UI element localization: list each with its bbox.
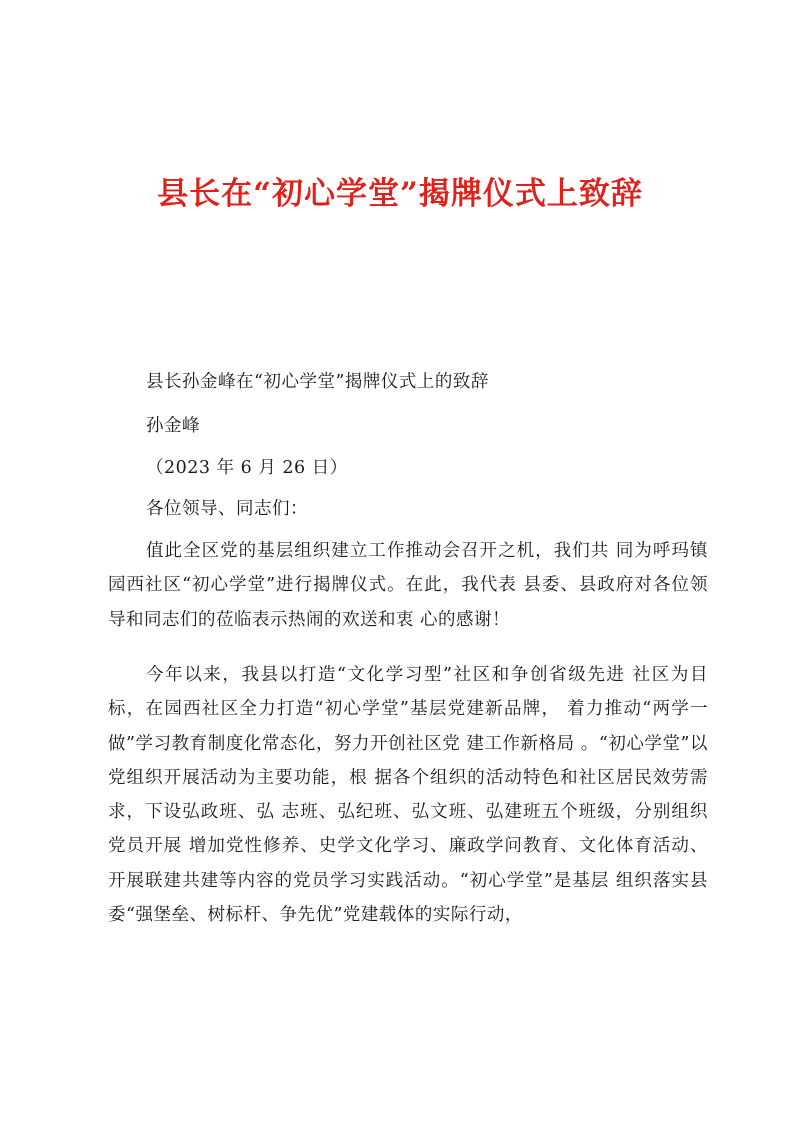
speech-subtitle: 县长孙金峰在“初心学堂”揭牌仪式上的致辞 bbox=[146, 372, 489, 392]
body-paragraph-1: 值此全区党的基层组织建立工作推动会召开之机，我们共 同为呼玛镇园西社区“初心学堂”进行揭牌仪式。在此，我代表 县委、县政府对各位领导和同志们的莅临表示热闹的欢送和衷 心的感谢！ bbox=[108, 541, 708, 630]
speech-salutation: 各位领导、同志们： bbox=[146, 499, 308, 519]
body-paragraph-2: 今年以来，我县以打造“文化学习型”社区和争创省级先进 社区为目标，在园西社区全力打造“初心学堂”基层党建新品牌， 着力推动“两学一做”学习教育制度化常态化，努力开创社区党 建工作新格局 。“初心学堂”以党组织开展活动为主要功能，根 据各个组织的活动特色和社区居民效劳需求，下设弘政班、弘 志班、弘纪班、弘文班、弘建班五个班级，分别组织党员开展 增加党性修养、史学文化学习、廉政学问教育、文化体育活动、 开展联建共建等内容的党员学习实践活动。“初心学堂”是基层 组织落实县委“强堡垒、树标杆、争先优”党建载体的实际行动， bbox=[108, 665, 708, 926]
speech-date: （2023 年 6 月 26 日） bbox=[146, 458, 348, 478]
document-title: 县长在“初心学堂”揭牌仪式上致辞 bbox=[157, 176, 643, 212]
speech-author: 孙金峰 bbox=[146, 416, 200, 436]
